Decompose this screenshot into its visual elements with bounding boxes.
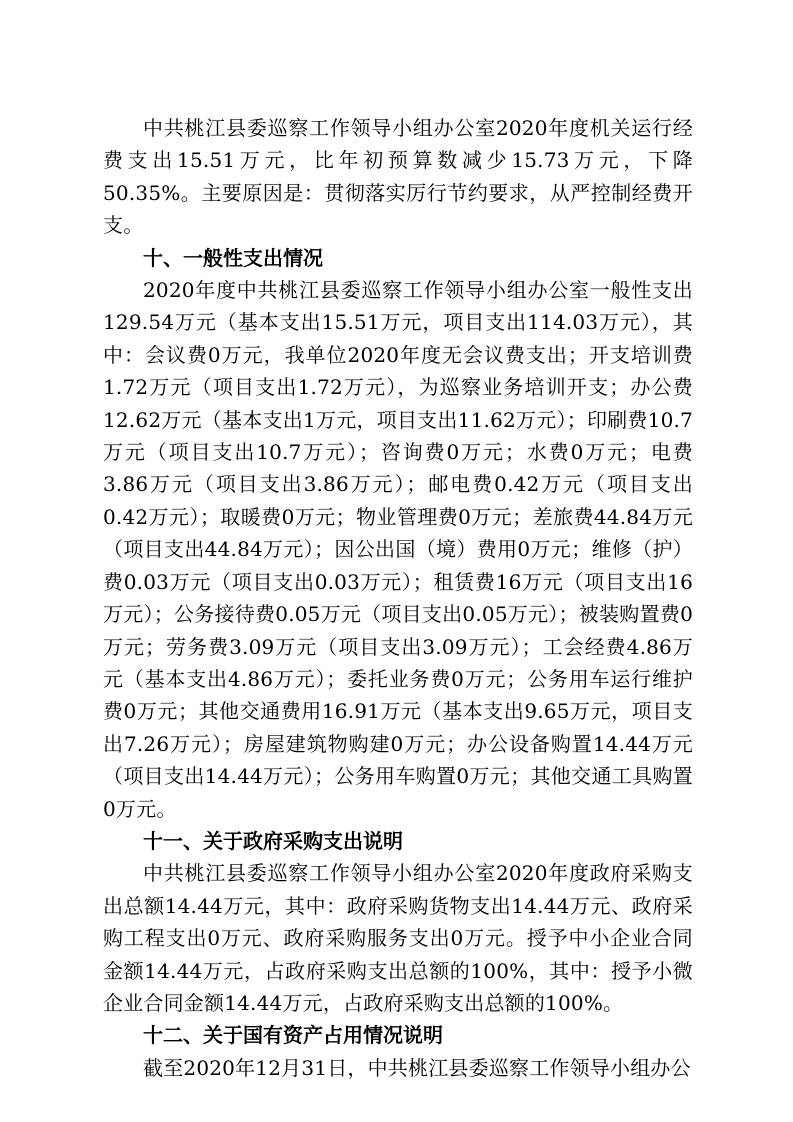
paragraph-state-assets: 截至2020年12月31日，中共桃江县委巡察工作领导小组办公	[143, 1055, 691, 1080]
paragraph-operating-expenses: 中共桃江县委巡察工作领导小组办公室2020年度机关运行经费支出15.51万元，比年初预算数减少15.73万元，下降50.35%。主要原因是：贯彻落实厉行节约要求，从严控制经费开支。	[103, 116, 693, 238]
document-page	[103, 112, 693, 1084]
heading-state-assets: 十二、关于国有资产占用情况说明	[143, 1023, 443, 1048]
paragraph-government-procurement: 中共桃江县委巡察工作领导小组办公室2020年度政府采购支出总额14.44万元，其中：政府采购货物支出14.44万元、政府采购工程支出0万元、政府采购服务支出0万元。授予中小企业合同金额14.44万元，占政府采购支出总额的100%，其中：授予小微企业合同金额14.44万元，占政府采购支出总额的100%。	[103, 861, 693, 1015]
heading-government-procurement: 十一、关于政府采购支出说明	[143, 828, 403, 853]
heading-general-expenditure: 十、一般性支出情况	[143, 245, 323, 270]
paragraph-general-expenditure: 2020年度中共桃江县委巡察工作领导小组办公室一般性支出129.54万元（基本支出15.51万元，项目支出114.03万元），其中：会议费0万元，我单位2020年度无会议费支出；开支培训费1.72万元（项目支出1.72万元），为巡察业务培训开支；办公费12.62万元（基本支出1万元，项目支出11.62万元）；印刷费10.7万元（项目支出10.7万元）；咨询费0万元；水费0万元；电费3.86万元（项目支出3.86万元）；邮电费0.42万元（项目支出0.42万元）；取暖费0万元；物业管理费0万元；差旅费44.84万元（项目支出44.84万元）；因公出国（境）费用0万元；维修（护）费0.03万元（项目支出0.03万元）；租赁费16万元（项目支出16万元）；公务接待费0.05万元（项目支出0.05万元）；被装购置费0万元；劳务费3.09万元（项目支出3.09万元）；工会经费4.86万元（基本支出4.86万元）；委托业务费0万元；公务用车运行维护费0万元；其他交通费用16.91万元（基本支出9.65万元，项目支出7.26万元）；房屋建筑物购建0万元；办公设备购置14.44万元（项目支出14.44万元）；公务用车购置0万元；其他交通工具购置0万元。	[103, 278, 693, 821]
